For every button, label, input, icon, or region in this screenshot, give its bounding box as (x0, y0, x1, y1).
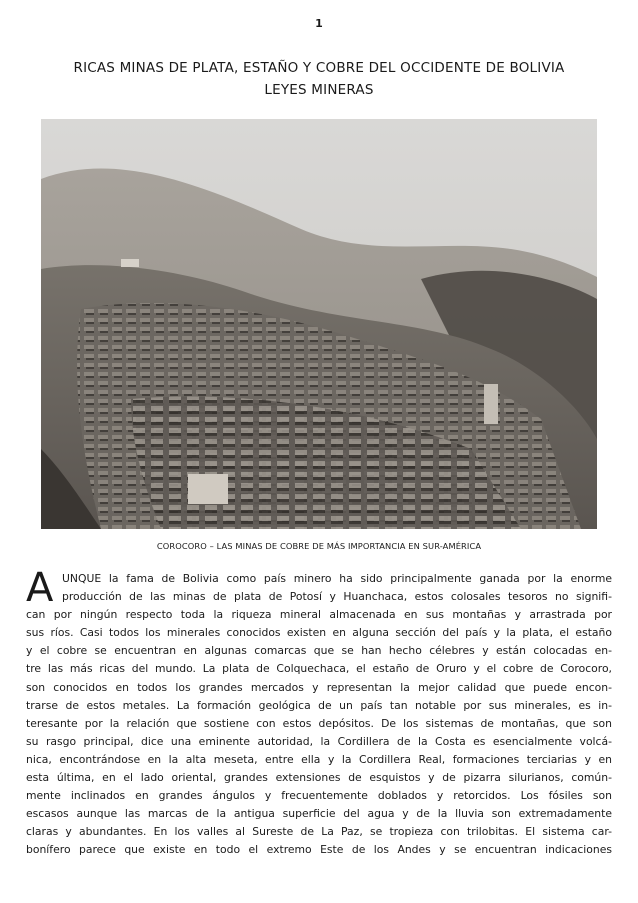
article-line: teresante por la relación que sostiene con estos depósitos. De los sistemas de montañas, que son (26, 716, 612, 730)
article-line: producción de las minas de plata de Potosí y Huanchaca, estos colosales tesoros no signifi- (62, 590, 612, 604)
article-line: escasos aunque las marcas de la antigua superficie del agua y de la lluvia son extremadamente (26, 807, 612, 821)
article-line: su rasgo principal, dice una eminente autoridad, la Cordillera de la Costa es esencialmente volcá- (26, 734, 612, 748)
article-line: nica, encontrándose en la alta meseta, entre ella y la Cordillera Real, formaciones terciarias y en (26, 752, 612, 766)
photo-church-tower (484, 384, 498, 424)
article-line: y el cobre se encuentran en algunas comarcas que se han hecho célebres y están colocadas en- (26, 644, 612, 658)
page-title (0, 57, 638, 101)
dropcap: A (26, 565, 54, 611)
mountain-mining-town-photo (41, 119, 597, 529)
title-line-1: RICAS MINAS DE PLATA, ESTAÑO Y COBRE DEL OCCIDENTE DE BOLIVIA (73, 60, 565, 76)
article-line: trarse de estos metales. La formación geológica de un país tan notable por sus minerales, es in- (26, 698, 612, 712)
article-line: son conocidos en todos los grandes mercados y representan la mejor calidad que puede encon- (26, 680, 612, 694)
article-line: mente inclinados en grandes ángulos y frecuentemente doblados y retorcidos. Los fósiles son (26, 789, 612, 803)
article-line: UNQUE la fama de Bolivia como país minero ha sido principalmente ganada por la enorme (62, 572, 612, 585)
article-line: sus ríos. Casi todos los minerales conocidos existen en alguna sección del país y la plata, el estaño (26, 626, 612, 640)
photo-building-hill (121, 259, 139, 267)
photo-caption: COROCORO – LAS MINAS DE COBRE DE MÁS IMPORTANCIA EN SUR-AMÉRICA (156, 541, 482, 551)
photo-illustration (41, 119, 597, 529)
photo-building-foreground (188, 474, 228, 504)
article-body (26, 565, 612, 860)
article-line: tre las más ricas del mundo. La plata de Colquechaca, el estaño de Oruro y el cobre de Corocoro, (26, 662, 612, 676)
article-line: can por ningún respecto toda la riqueza mineral almacenada en sus montañas y arrastrada por (26, 608, 612, 622)
article-line: esta última, en el lado oriental, grandes extensiones de esquistos y de pizarra silurianos, común- (26, 771, 612, 785)
page-number: 1 (315, 17, 323, 30)
title-line-2: LEYES MINERAS (264, 82, 374, 98)
article-line: bonífero parece que existe en todo el extremo Este de los Andes y se encuentran indicaciones (26, 843, 612, 857)
article-line: claras y abundantes. En los valles al Sureste de La Paz, se tropieza con trilobitas. El sistema car- (26, 825, 612, 839)
